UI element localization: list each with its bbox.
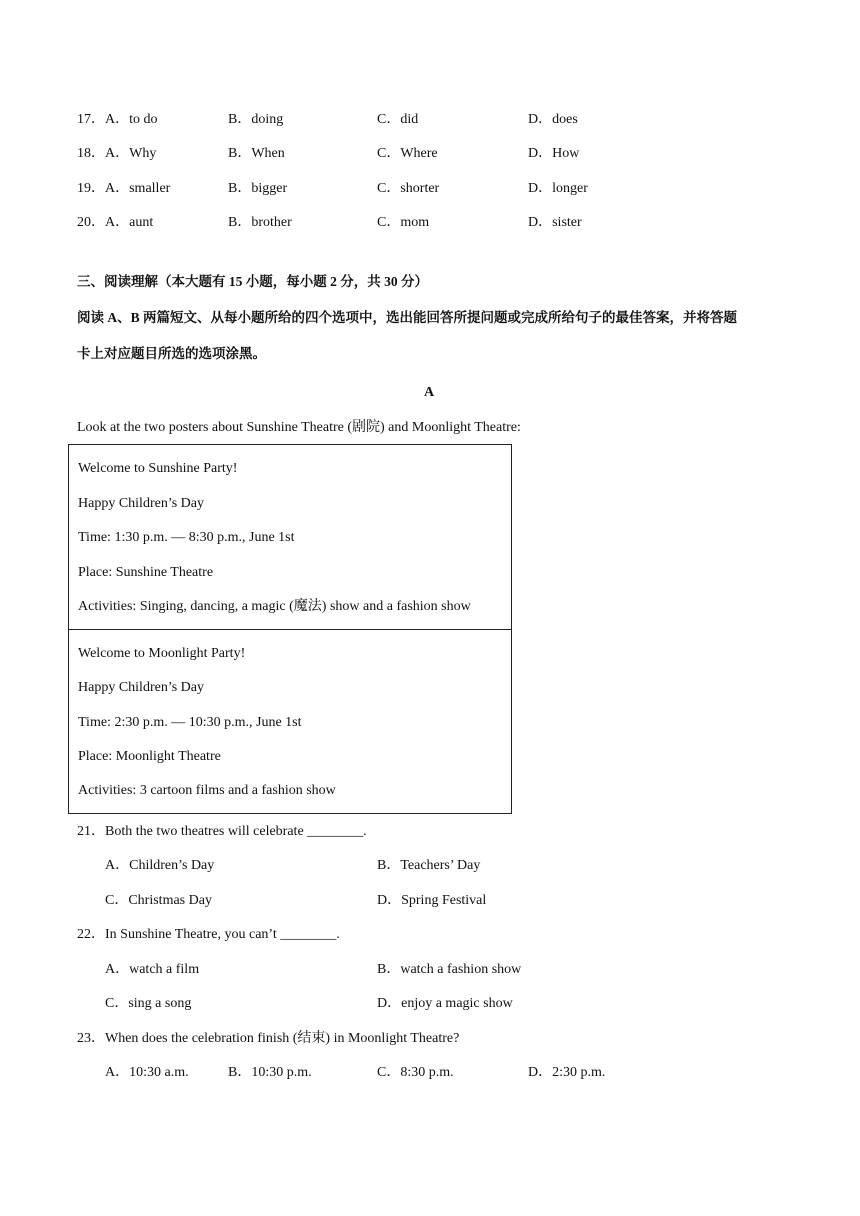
question-number: 17． [77, 112, 105, 127]
question-23-option-a: A．10:30 a.m. [105, 1065, 189, 1080]
question-21-option-d: D．Spring Festival [377, 893, 487, 908]
question-21-option-b: B．Teachers’ Day [377, 858, 481, 873]
option-b: B．bigger [228, 181, 288, 196]
poster-time: Time: 2:30 p.m. — 10:30 p.m., June 1st [78, 715, 302, 730]
poster-activities: Activities: Singing, dancing, a magic (魔法) show and a fashion show [78, 599, 471, 614]
question-23-option-b: B．10:30 p.m. [228, 1065, 312, 1080]
option-c: C．did [377, 112, 419, 127]
option-d: D．sister [528, 215, 582, 230]
poster-title: Welcome to Moonlight Party! [78, 646, 246, 661]
question-number: 18． [77, 146, 105, 161]
option-d: D．does [528, 112, 578, 127]
option-a: A．smaller [105, 181, 171, 196]
poster-place: Place: Moonlight Theatre [78, 749, 221, 764]
poster-occasion: Happy Children’s Day [78, 496, 204, 511]
option-b: B．doing [228, 112, 284, 127]
question-23-option-d: D．2:30 p.m. [528, 1065, 606, 1080]
poster-occasion: Happy Children’s Day [78, 680, 204, 695]
option-d: D．longer [528, 181, 588, 196]
question-22-option-c: C．sing a song [105, 996, 192, 1011]
section-heading: 三、阅读理解（本大题有 15 小题，每小题 2 分，共 30 分） [77, 274, 428, 289]
question-23-stem: 23．When does the celebration finish (结束) in Moonlight Theatre? [77, 1031, 460, 1046]
poster-place: Place: Sunshine Theatre [78, 565, 214, 580]
question-22-option-d: D．enjoy a magic show [377, 996, 513, 1011]
question-number: 19． [77, 181, 105, 196]
question-23-option-c: C．8:30 p.m. [377, 1065, 454, 1080]
question-21-stem: 21．Both the two theatres will celebrate ________. [77, 824, 367, 839]
option-a: A．to do [105, 112, 158, 127]
poster-activities: Activities: 3 cartoon films and a fashion show [78, 783, 336, 798]
section-instruction-line-2: 卡上对应题目所选的选项涂黑。 [77, 346, 266, 361]
question-21-option-a: A．Children’s Day [105, 858, 215, 873]
question-number: 20． [77, 215, 105, 230]
poster-sunshine [68, 444, 512, 630]
option-c: C．mom [377, 215, 430, 230]
question-21-option-c: C．Christmas Day [105, 893, 212, 908]
option-d: D．How [528, 146, 580, 161]
option-b: B．brother [228, 215, 292, 230]
option-b: B．When [228, 146, 285, 161]
passage-intro: Look at the two posters about Sunshine Theatre (剧院) and Moonlight Theatre: [77, 420, 521, 435]
section-instruction-line-1: 阅读 A、B 两篇短文、从每小题所给的四个选项中，选出能回答所提问题或完成所给句子的最佳答案，并将答题 [77, 310, 738, 325]
option-c: C．Where [377, 146, 438, 161]
poster-title: Welcome to Sunshine Party! [78, 461, 238, 476]
poster-time: Time: 1:30 p.m. — 8:30 p.m., June 1st [78, 530, 295, 545]
question-22-option-b: B．watch a fashion show [377, 962, 522, 977]
option-a: A．Why [105, 146, 157, 161]
passage-label: A [424, 385, 435, 400]
question-22-stem: 22．In Sunshine Theatre, you can’t ________. [77, 927, 340, 942]
question-22-option-a: A．watch a film [105, 962, 200, 977]
option-a: A．aunt [105, 215, 154, 230]
option-c: C．shorter [377, 181, 440, 196]
poster-moonlight [68, 629, 512, 814]
